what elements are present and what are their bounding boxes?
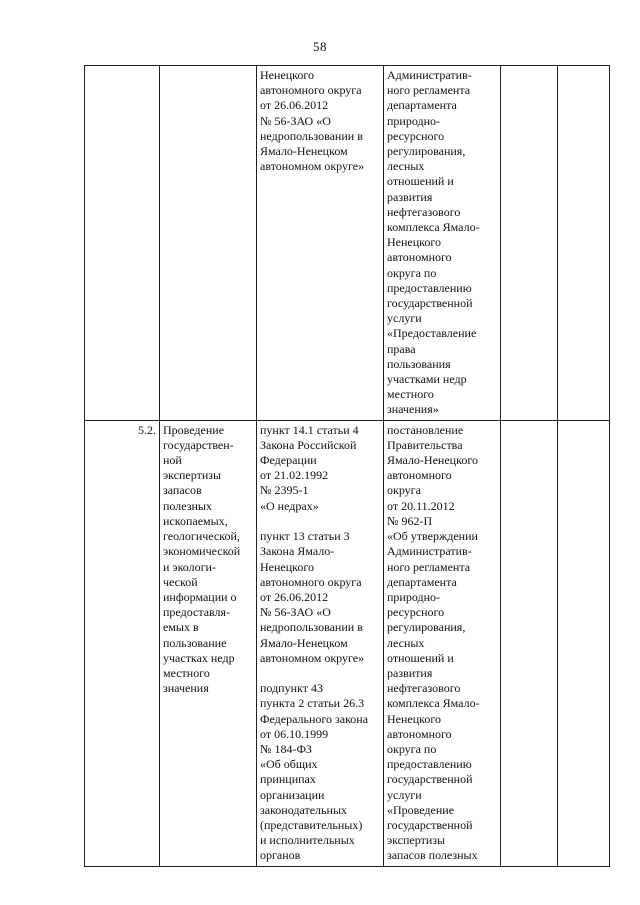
- regulation-cell: постановление Правительства Ямало-Ненецкого автономного округа от 20.11.2012 № 962-П «Об утверждении Административ- ного регламента департамента природно- ресурсного регулирования, лесных отношений и развития нефтегазового комплекса Ямало- Ненецкого автономного округа по предоставлению государственной услуги «Проведение государственной экспертизы запасов полезных: [384, 420, 501, 866]
- empty-cell-6: [558, 420, 610, 866]
- regulation-cell: Административ- ного регламента департамента природно- ресурсного регулирования, лесных отношений и развития нефтегазового комплекса Ямало- Ненецкого автономного округа по предоставлению государственной услуги «Предоставление права пользования участками недр местного значения»: [384, 66, 501, 421]
- table-row: [85, 66, 610, 421]
- row-number-cell: 5.2.: [85, 420, 160, 866]
- page-number: 58: [313, 39, 327, 54]
- empty-cell-5: [501, 66, 558, 421]
- empty-cell-5: [501, 420, 558, 866]
- table-row: [85, 420, 610, 866]
- service-name-cell: Проведение государствен- ной экспертизы запасов полезных ископаемых, геологической, экономической и экологи- ческой информации о предоставля- емых в пользование участках недр местного значения: [160, 420, 257, 866]
- services-table: [84, 65, 610, 867]
- row-number-cell: [85, 66, 160, 421]
- legal-basis-cell: пункт 14.1 статьи 4 Закона Российской Федерации от 21.02.1992 № 2395-1 «О недрах» пункт 13 статьи 3 Закона Ямало- Ненецкого автономного округа от 26.06.2012 № 56-ЗАО «О недропользовании в Ямало-Ненецком автономном округе» подпункт 43 пункта 2 статьи 26.3 Федерального закона от 06.10.1999 № 184-ФЗ «Об общих принципах организации законодательных (представительных) и исполнительных органов: [257, 420, 384, 866]
- empty-cell-6: [558, 66, 610, 421]
- service-name-cell: [160, 66, 257, 421]
- legal-basis-cell: Ненецкого автономного округа от 26.06.2012 № 56-ЗАО «О недропользовании в Ямало-Ненецком автономном округе»: [257, 66, 384, 421]
